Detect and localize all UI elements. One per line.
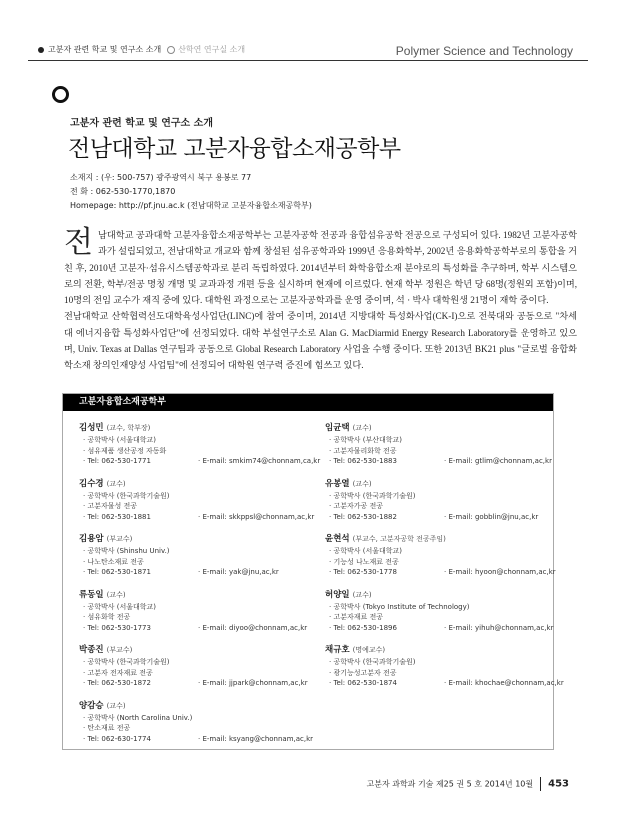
address-line: 소재지 : (우: 500-757) 광주광역시 북구 용봉로 77	[70, 173, 252, 182]
faculty-entry	[325, 589, 565, 634]
faculty-name: 허양일	[325, 589, 350, 600]
article-body	[64, 227, 577, 374]
footer-journal: 고분자 과학과 기술 제25 권 5 호 2014년 10월	[366, 779, 534, 789]
faculty-name: 유봉열	[325, 478, 350, 489]
bullet-dot-icon	[38, 47, 44, 53]
faculty-contact	[79, 456, 319, 467]
faculty-column-right	[325, 422, 565, 700]
faculty-entry	[79, 422, 319, 467]
faculty-entry	[79, 533, 319, 578]
faculty-role: (교수)	[106, 701, 126, 710]
faculty-name-line	[325, 533, 565, 546]
faculty-role: (부교수, 고분자공학 전공주임)	[352, 535, 446, 543]
faculty-email: · E-mail: skkppsl@chonnam,ac,kr	[198, 512, 315, 521]
faculty-email: · E-mail: yihuh@chonnam,ac,kr	[444, 623, 554, 632]
footer-divider	[540, 777, 541, 791]
faculty-contact	[325, 567, 565, 578]
faculty-detail: · 공학박사 (한국과학기술원)	[83, 491, 170, 500]
faculty-name-line	[325, 589, 565, 602]
faculty-entry	[79, 589, 319, 634]
ring-icon	[167, 46, 175, 54]
paragraph-2: 전남대학교 산학협력선도대학육성사업단(LINC)에 참여 중이며, 2014년 지방대학 특성화사업(CK-I)으로 전북대와 공동으로 "차세대 에너지융합 특성화사업단"에 선정되었다. 대학 부설연구소로 Alan G. MacDiarmid Energy Research Laboratory를 운영하고 있으며, Univ. Texas at Dallas 연구팀과 공동으로 Global Research Laboratory 사업을 수행 중이다. 또한 2013년 BK21 plus "글로벌 융합화학소재 창의인재양성 사업팀"에 선정되어 대학원 연구력 증진에 힘쓰고 있다.	[64, 311, 577, 371]
faculty-detail: · 공학박사 (Shinshu Univ.)	[83, 547, 170, 555]
running-header	[38, 44, 245, 55]
faculty-email: · E-mail: gtlim@chonnam,ac,kr	[444, 457, 552, 465]
faculty-contact	[79, 567, 319, 578]
faculty-name: 김용암	[79, 534, 104, 544]
ring-icon	[52, 86, 69, 103]
faculty-role: (교수)	[106, 590, 126, 599]
faculty-name-line	[79, 644, 319, 657]
faculty-detail: · 기능성 나노재료 전공	[329, 557, 399, 566]
faculty-tel: · Tel: 062-530-1871	[83, 568, 151, 576]
faculty-role: (부교수)	[106, 646, 133, 654]
faculty-box	[62, 393, 564, 750]
faculty-role: (교수)	[352, 590, 372, 599]
faculty-name: 김수경	[79, 478, 104, 489]
faculty-name-line	[79, 700, 319, 713]
faculty-detail: · 공학박사 (부산대학교)	[329, 436, 402, 444]
faculty-name: 박종진	[79, 645, 104, 655]
faculty-entry	[325, 422, 565, 467]
faculty-contact	[79, 734, 319, 745]
faculty-email: · E-mail: khochae@chonnam,ac,kr	[444, 679, 564, 687]
faculty-email: · E-mail: jjpark@chonnam,ac,kr	[198, 679, 308, 687]
faculty-contact	[79, 623, 319, 634]
faculty-contact	[79, 512, 319, 523]
faculty-email: · E-mail: ksyang@chonnam,ac,kr	[198, 734, 314, 743]
faculty-tel: · Tel: 062-530-1896	[329, 623, 397, 632]
faculty-tel: · Tel: 062-630-1774	[83, 734, 151, 743]
faculty-detail: · 고분자물리화학 전공	[329, 446, 397, 455]
faculty-tel: · Tel: 062-530-1882	[329, 512, 397, 521]
faculty-contact	[79, 678, 319, 689]
faculty-name: 윤현석	[325, 534, 350, 544]
faculty-name-line	[325, 644, 565, 657]
faculty-detail: · 고분자재료 전공	[329, 613, 384, 621]
faculty-detail: · 탄소재료 전공	[83, 724, 131, 732]
faculty-role: (명예교수)	[352, 646, 386, 654]
drop-cap: 전	[64, 225, 93, 260]
faculty-detail: · 고분자가공 전공	[329, 502, 384, 510]
faculty-detail: · 섬유화학 전공	[83, 613, 131, 621]
faculty-name-line	[79, 478, 319, 491]
faculty-email: · E-mail: diyoo@chonnam,ac,kr	[198, 623, 308, 632]
faculty-email: · E-mail: yak@jnu,ac,kr	[198, 568, 279, 576]
faculty-detail: · 공학박사 (North Carolina Univ.)	[83, 713, 193, 722]
faculty-box-heading: 고분자융합소재공학부	[63, 394, 553, 411]
faculty-tel: · Tel: 062-530-1771	[83, 457, 151, 465]
header-section: 고분자 관련 학교 및 연구소 소개	[48, 45, 162, 54]
faculty-name: 임균택	[325, 423, 350, 433]
page-footer	[367, 777, 570, 791]
faculty-role: (교수)	[106, 479, 126, 488]
faculty-entry	[79, 478, 319, 523]
faculty-name-line	[325, 478, 565, 491]
faculty-role: (교수, 학부장)	[106, 424, 151, 432]
faculty-entry	[79, 644, 319, 689]
faculty-entry	[325, 644, 565, 689]
faculty-detail: · 광기능성고분자 전공	[329, 668, 397, 677]
faculty-tel: · Tel: 062-530-1881	[83, 512, 151, 521]
faculty-detail: · 공학박사 (한국과학기술원)	[329, 658, 416, 666]
faculty-entry	[79, 700, 319, 745]
faculty-name-line	[79, 422, 319, 435]
paragraph-1: 남대학교 공과대학 고분자융합소재공학부는 고분자공학 전공과 융합섬유공학 전공으로 구성되어 있다. 1982년 고분자공학과가 설립되었고, 전남대학교 개교와 함께 창설된 섬유공학과와 1999년 응용화학부, 2002년 응용화학공학부로의 통합을 거친 후, 2010년 고분자·섬유시스템공학과로 분리 독립하였다. 2014년부터 화학융합소재 분야로의 특성화를 추구하며, 학부 시스템으로의 전환, 학부/전공 명칭 개명 및 교과과정 개편 등을 실시하며 현재에 이르렀다. 현재 학부 정원은 학년 당 68명(정원외 포함)이며, 10명의 전임 교수가 재직 중에 있다. 대학원 과정으로는 고분자공학과를 운영 중이며, 석 · 박사 대학원생 21명이 재학 중이다.	[64, 230, 577, 306]
faculty-detail: · 공학박사 (Tokyo Institute of Technology)	[329, 602, 470, 611]
faculty-detail: · 섬유제품 생산공정 자동화	[83, 446, 167, 455]
faculty-entry	[325, 478, 565, 523]
faculty-entry	[325, 533, 565, 578]
faculty-detail: · 공학박사 (서울대학교)	[83, 602, 156, 611]
faculty-tel: · Tel: 062-530-1778	[329, 568, 397, 576]
faculty-tel: · Tel: 062-530-1883	[329, 457, 397, 465]
phone-line: 전 화 : 062-530-1770,1870	[70, 187, 176, 196]
faculty-name-line	[79, 589, 319, 602]
faculty-email: · E-mail: gobblin@jnu,ac,kr	[444, 512, 539, 521]
faculty-tel: · Tel: 062-530-1773	[83, 623, 151, 632]
header-subsection: 산학연 연구실 소개	[178, 45, 246, 54]
faculty-contact	[325, 456, 565, 467]
faculty-name: 류동일	[79, 589, 104, 600]
faculty-name-line	[79, 533, 319, 546]
faculty-detail: · 고분자 전자재료 전공	[83, 668, 153, 677]
faculty-contact	[325, 512, 565, 523]
faculty-detail: · 공학박사 (한국과학기술원)	[83, 658, 170, 666]
article-kicker: 고분자 관련 학교 및 연구소 소개	[70, 118, 213, 129]
faculty-name: 김성민	[79, 423, 104, 433]
faculty-email: · E-mail: smkim74@chonnam,ca,kr	[198, 457, 321, 465]
faculty-tel: · Tel: 062-530-1874	[329, 679, 397, 687]
faculty-column-left	[79, 422, 319, 755]
faculty-name-line	[325, 422, 565, 435]
faculty-detail: · 고분자물성 전공	[83, 502, 138, 510]
faculty-role: (부교수)	[106, 535, 133, 543]
faculty-name: 채규호	[325, 645, 350, 655]
faculty-email: · E-mail: hyoon@chonnam,ac,kr	[444, 568, 556, 576]
faculty-contact	[325, 623, 565, 634]
article-title: 전남대학교 고분자융합소재공학부	[68, 136, 401, 162]
faculty-role: (교수)	[352, 479, 372, 488]
homepage-line: Homepage: http://pf.jnu.ac.k (전남대학교 고분자융합소재공학부)	[70, 201, 312, 210]
page-number: 453	[548, 778, 569, 790]
faculty-name: 양감승	[79, 700, 104, 711]
faculty-tel: · Tel: 062-530-1872	[83, 679, 151, 687]
journal-name-en: Polymer Science and Technology	[395, 44, 573, 58]
faculty-role: (교수)	[352, 424, 372, 432]
faculty-detail: · 나노탄소재료 전공	[83, 557, 144, 566]
faculty-detail: · 공학박사 (한국과학기술원)	[329, 491, 416, 500]
faculty-contact	[325, 678, 565, 689]
faculty-detail: · 공학박사 (서울대학교)	[83, 436, 156, 444]
header-rule	[28, 60, 588, 61]
faculty-detail: · 공학박사 (서울대학교)	[329, 547, 402, 555]
